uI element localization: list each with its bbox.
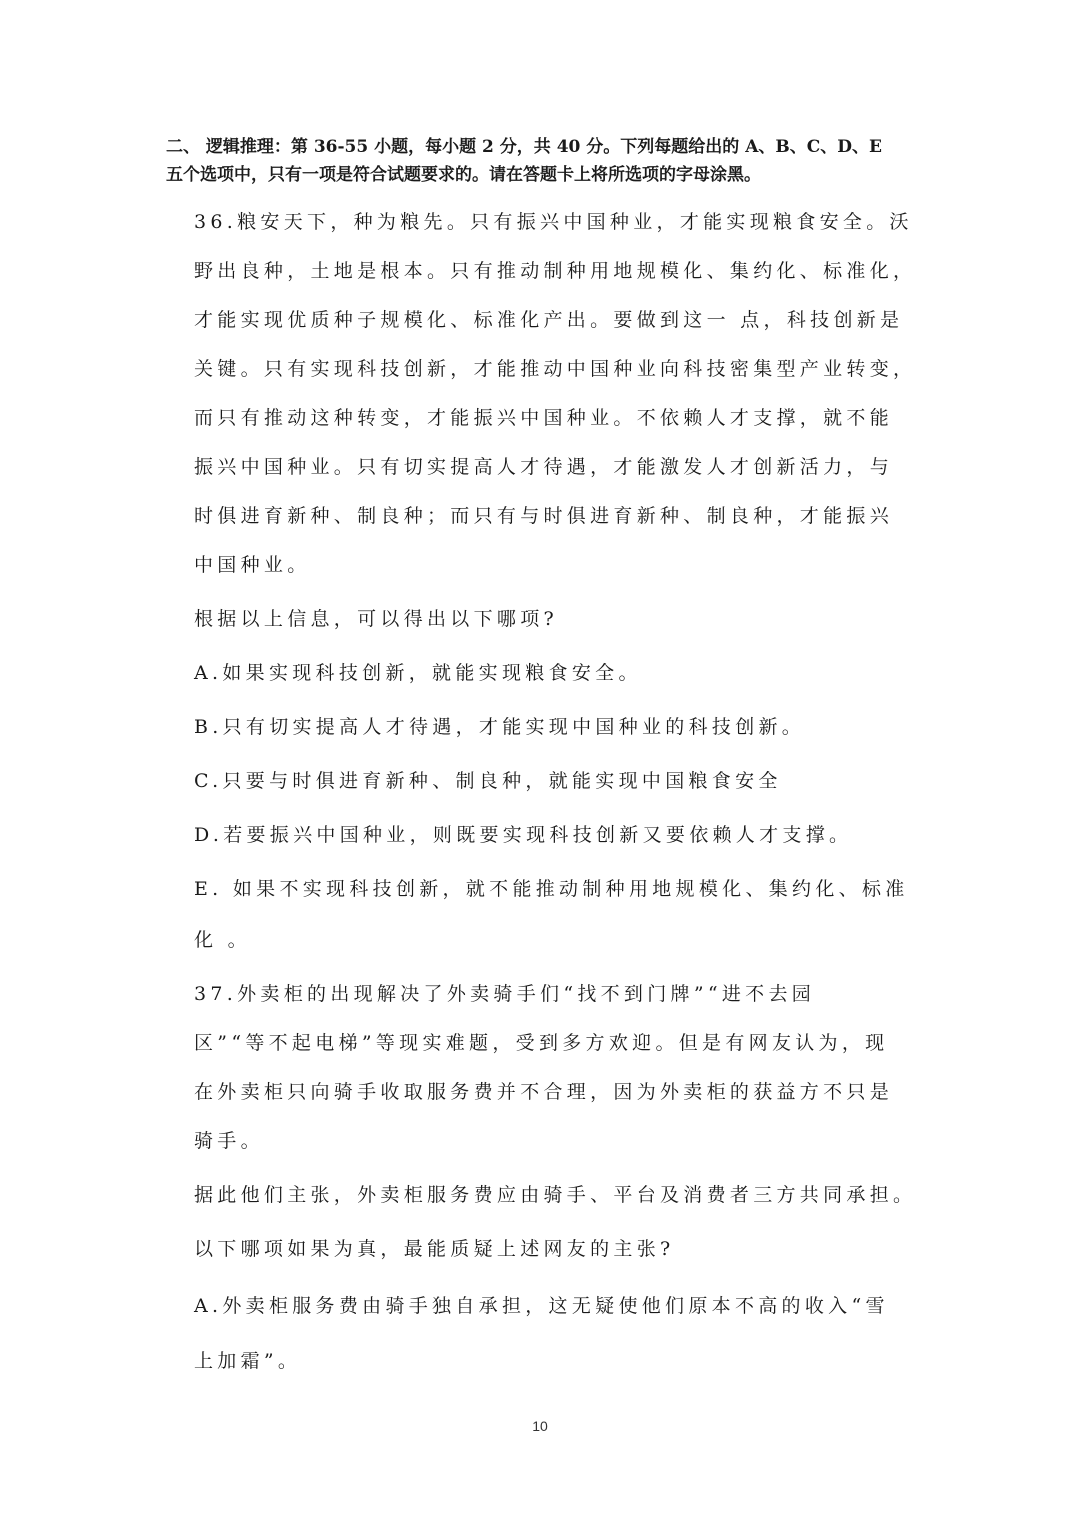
q36-option-d: D.若要振兴中国种业，则既要实现科技创新又要依赖人才支撑。 xyxy=(194,824,853,846)
q36-option-c: C.只要与时俱进育新种、制良种，就能实现中国粮食安全 xyxy=(194,770,782,792)
q36-stem-line-4: 关键。只有实现科技创新，才能推动中国种业向科技密集型产业转变， xyxy=(194,358,917,380)
q36-stem-line-5: 而只有推动这种转变，才能振兴中国种业。不依赖人才支撑，就不能 xyxy=(194,407,894,429)
q36-stem-line-1: 36.粮安天下，种为粮先。只有振兴中国种业，才能实现粮食安全。沃 xyxy=(194,211,913,233)
q36-question: 根据以上信息，可以得出以下哪项? xyxy=(194,608,558,630)
q37-question: 以下哪项如果为真，最能质疑上述网友的主张? xyxy=(194,1238,675,1260)
q37-claim: 据此他们主张，外卖柜服务费应由骑手、平台及消费者三方共同承担。 xyxy=(194,1184,917,1206)
q36-option-b: B.只有切实提高人才待遇，才能实现中国种业的科技创新。 xyxy=(194,716,806,738)
q36-stem-line-6: 振兴中国种业。只有切实提高人才待遇，才能激发人才创新活力，与 xyxy=(194,456,894,478)
q37-stem-line-2: 区”“等不起电梯”等现实难题，受到多方欢迎。但是有网友认为，现 xyxy=(194,1032,889,1054)
q36-stem-line-7: 时俱进育新种、制良种；而只有与时俱进育新种、制良种，才能振兴 xyxy=(194,505,894,527)
q37-stem-line-3: 在外卖柜只向骑手收取服务费并不合理，因为外卖柜的获益方不只是 xyxy=(194,1081,894,1103)
page-number: 10 xyxy=(532,1418,548,1434)
q37-option-a-line-1: A.外卖柜服务费由骑手独自承担，这无疑使他们原本不高的收入“雪 xyxy=(194,1295,889,1317)
section-header-line-1: 二、 逻辑推理：第 36-55 小题，每小题 2 分，共 40 分。下列每题给出的 A、B、C、D、E xyxy=(166,137,882,157)
q37-stem-line-1: 37.外卖柜的出现解决了外卖骑手们“找不到门牌”“进不去园 xyxy=(194,983,816,1005)
q37-option-a-line-2: 上加霜”。 xyxy=(194,1350,302,1372)
q36-option-a: A.如果实现科技创新，就能实现粮食安全。 xyxy=(194,662,642,684)
section-header xyxy=(166,133,926,189)
q36-option-e-line-1: E. 如果不实现科技创新，就不能推动制种用地规模化、集约化、标准 xyxy=(194,878,909,900)
q36-stem-line-2: 野出良种，土地是根本。只有推动制种用地规模化、集约化、标准化， xyxy=(194,260,917,282)
q36-stem-line-8: 中国种业。 xyxy=(194,554,311,576)
q37-stem-line-4: 骑手。 xyxy=(194,1130,264,1152)
q36-stem-line-3: 才能实现优质种子规模化、标准化产出。要做到这一 点，科技创新是 xyxy=(194,309,904,331)
section-header-line-2: 五个选项中，只有一项是符合试题要求的。请在答题卡上将所选项的字母涂黑。 xyxy=(166,165,761,185)
q36-option-e-line-2: 化 。 xyxy=(194,929,251,951)
